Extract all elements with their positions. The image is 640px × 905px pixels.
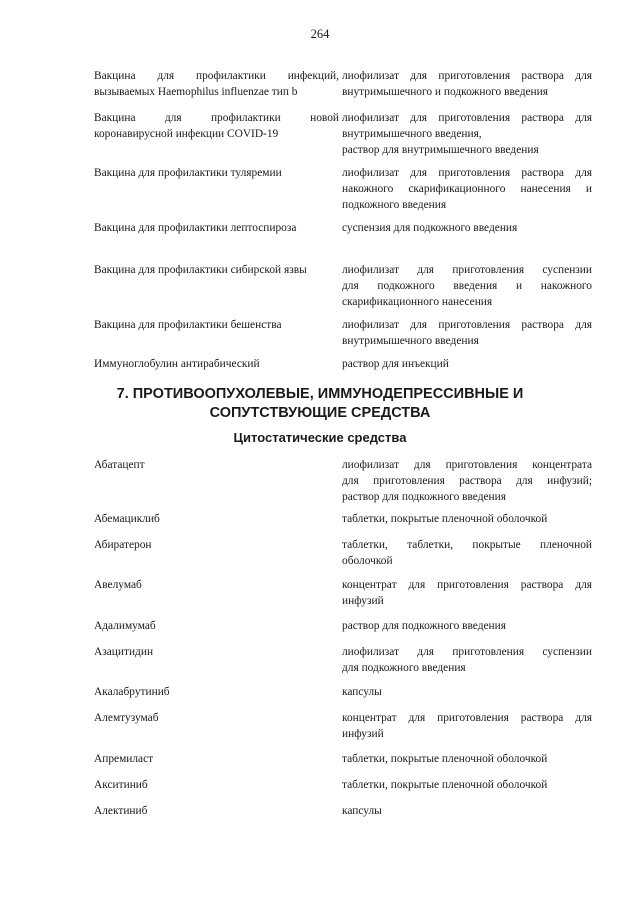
table-row	[94, 262, 592, 308]
table-row	[94, 537, 592, 567]
drug-name: Абатацепт	[94, 459, 145, 471]
dosage-form: суспензия для подкожного введения	[342, 222, 518, 234]
dosage-form: лиофилизат для приготовления раствора для внутримышечного и подкожного введения	[342, 70, 592, 98]
dosage-form: таблетки, покрытые пленочной оболочкой	[342, 513, 548, 525]
drug-name: Вакцина для профилактики туляремии	[94, 167, 282, 179]
subsection-title: Цитостатические средства	[233, 430, 407, 445]
dosage-form: лиофилизат для приготовления раствора для внутримышечного введения	[342, 319, 592, 347]
table-row	[94, 618, 592, 634]
table-row	[94, 356, 592, 372]
dosage-form: таблетки, таблетки, покрытые пленочной оболочкой	[342, 539, 592, 567]
table-row	[94, 710, 592, 740]
page-number: 264	[310, 27, 330, 41]
drug-name: Алемтузумаб	[94, 712, 159, 724]
drug-name: Акситиниб	[94, 779, 148, 791]
dosage-form: таблетки, покрытые пленочной оболочкой	[342, 779, 548, 791]
dosage-form: лиофилизат для приготовления суспензии для подкожного введения и накожного скарификационного нанесения	[342, 264, 592, 308]
dosage-form: лиофилизат для приготовления раствора для накожного скарификационного нанесения и подкожного введения	[342, 167, 592, 211]
table-row	[94, 684, 592, 700]
drug-name: Акалабрутиниб	[94, 686, 170, 698]
drug-name: Вакцина для профилактики новой коронавирусной инфекции COVID-19	[94, 112, 339, 140]
dosage-form: концентрат для приготовления раствора для инфузий	[342, 579, 592, 607]
table-row	[94, 644, 592, 674]
drug-name: Вакцина для профилактики лептоспироза	[94, 222, 297, 234]
section-title: 7. ПРОТИВООПУХОЛЕВЫЕ, ИММУНОДЕПРЕССИВНЫЕ И СОПУТСТВУЮЩИЕ СРЕДСТВА	[116, 386, 524, 421]
table-row	[94, 577, 592, 607]
dosage-form: лиофилизат для приготовления концентрата для приготовления раствора для инфузий; раствор для подкожного введения	[342, 459, 592, 503]
drug-name: Вакцина для профилактики сибирской язвы	[94, 264, 307, 276]
table-row	[94, 110, 592, 156]
dosage-form: капсулы	[342, 686, 382, 698]
dosage-form: капсулы	[342, 805, 382, 817]
table-row	[94, 457, 592, 503]
drug-name: Апремиласт	[94, 753, 154, 765]
dosage-form: концентрат для приготовления раствора для инфузий	[342, 712, 592, 740]
dosage-form: лиофилизат для приготовления раствора для внутримышечного введения, раствор для внутримышечного введения	[342, 112, 592, 156]
drug-name: Азацитидин	[94, 646, 154, 658]
table-row	[94, 511, 592, 527]
table-row	[94, 751, 592, 767]
drug-name: Абемациклиб	[94, 513, 160, 525]
table-row	[94, 165, 592, 211]
drug-name: Абиратерон	[94, 539, 152, 551]
dosage-form: раствор для подкожного введения	[342, 620, 506, 632]
table-row	[94, 317, 592, 347]
drug-name: Адалимумаб	[94, 620, 156, 632]
drug-name: Иммуноглобулин антирабический	[94, 358, 260, 370]
dosage-form: раствор для инъекций	[342, 358, 449, 370]
drug-name: Вакцина для профилактики бешенства	[94, 319, 282, 331]
table-row	[94, 803, 592, 819]
table-row	[94, 68, 592, 100]
table-row	[94, 220, 592, 236]
table-row	[94, 777, 592, 793]
drug-name: Авелумаб	[94, 579, 142, 591]
dosage-form: таблетки, покрытые пленочной оболочкой	[342, 753, 548, 765]
drug-name: Алектиниб	[94, 805, 148, 817]
dosage-form: лиофилизат для приготовления суспензии для подкожного введения	[342, 646, 592, 674]
drug-name: Вакцина для профилактики инфекций, вызываемых Haemophilus influenzae тип b	[94, 70, 339, 98]
